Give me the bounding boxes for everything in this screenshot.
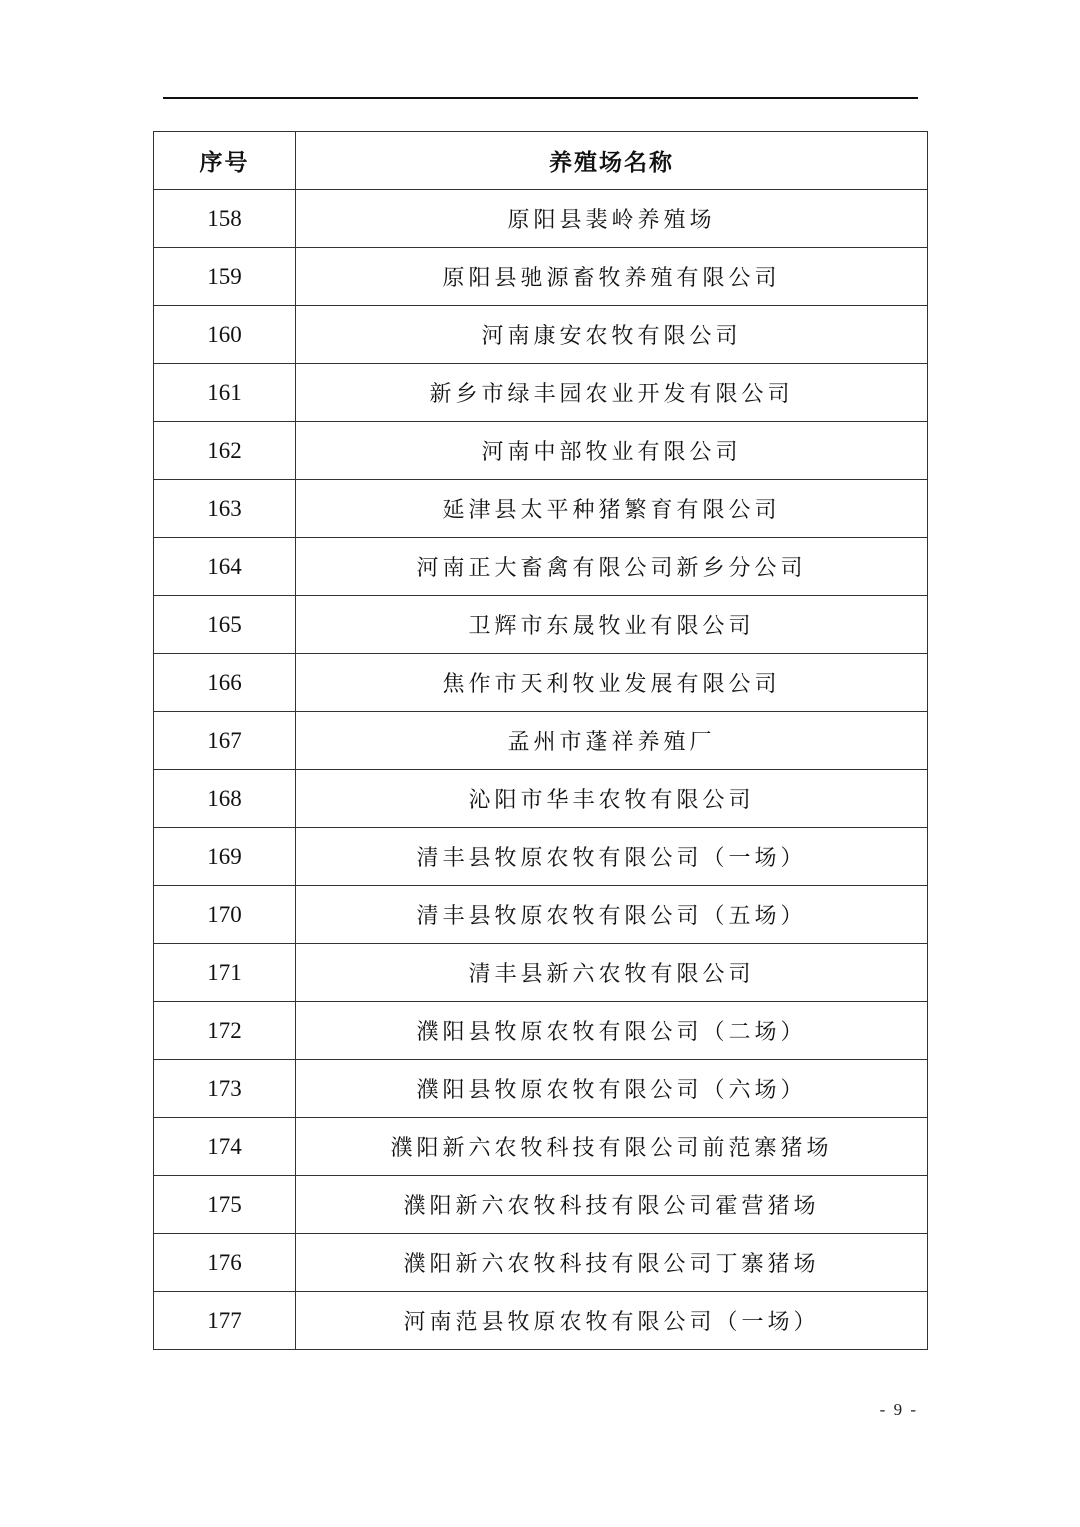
table-row (154, 248, 928, 306)
farm-table (153, 131, 928, 1350)
row-number-cell: 170 (154, 886, 296, 944)
farm-name-cell: 河南正大畜禽有限公司新乡分公司 (296, 538, 928, 596)
table-row (154, 1118, 928, 1176)
farm-name-cell: 濮阳新六农牧科技有限公司丁寨猪场 (296, 1234, 928, 1292)
table-row (154, 828, 928, 886)
row-number-cell: 169 (154, 828, 296, 886)
row-number-cell: 177 (154, 1292, 296, 1350)
table-row (154, 306, 928, 364)
farm-name-cell: 新乡市绿丰园农业开发有限公司 (296, 364, 928, 422)
column-header-name: 养殖场名称 (296, 132, 928, 190)
table-row (154, 1292, 928, 1350)
farm-name-cell: 延津县太平种猪繁育有限公司 (296, 480, 928, 538)
row-number-cell: 160 (154, 306, 296, 364)
row-number-cell: 159 (154, 248, 296, 306)
row-number-cell: 174 (154, 1118, 296, 1176)
table-row (154, 190, 928, 248)
table-row (154, 1176, 928, 1234)
row-number-cell: 167 (154, 712, 296, 770)
farm-name-cell: 卫辉市东晟牧业有限公司 (296, 596, 928, 654)
table-row (154, 1002, 928, 1060)
farm-name-cell: 原阳县裴岭养殖场 (296, 190, 928, 248)
table-row (154, 1234, 928, 1292)
farm-name-cell: 沁阳市华丰农牧有限公司 (296, 770, 928, 828)
farm-name-cell: 清丰县新六农牧有限公司 (296, 944, 928, 1002)
farm-name-cell: 孟州市蓬祥养殖厂 (296, 712, 928, 770)
row-number-cell: 176 (154, 1234, 296, 1292)
table-row (154, 480, 928, 538)
farm-name-cell: 濮阳县牧原农牧有限公司（二场） (296, 1002, 928, 1060)
header-rule (163, 97, 918, 99)
table-row (154, 1060, 928, 1118)
table-row (154, 712, 928, 770)
table-row (154, 944, 928, 1002)
row-number-cell: 163 (154, 480, 296, 538)
row-number-cell: 161 (154, 364, 296, 422)
table-row (154, 422, 928, 480)
table-header-row (154, 132, 928, 190)
farm-name-cell: 清丰县牧原农牧有限公司（五场） (296, 886, 928, 944)
table-row (154, 364, 928, 422)
farm-name-cell: 濮阳新六农牧科技有限公司霍营猪场 (296, 1176, 928, 1234)
row-number-cell: 164 (154, 538, 296, 596)
row-number-cell: 165 (154, 596, 296, 654)
row-number-cell: 171 (154, 944, 296, 1002)
row-number-cell: 168 (154, 770, 296, 828)
farm-name-cell: 清丰县牧原农牧有限公司（一场） (296, 828, 928, 886)
column-header-number: 序号 (154, 132, 296, 190)
table-row (154, 596, 928, 654)
table-row (154, 538, 928, 596)
row-number-cell: 175 (154, 1176, 296, 1234)
table-body (154, 190, 928, 1350)
farm-name-cell: 濮阳县牧原农牧有限公司（六场） (296, 1060, 928, 1118)
row-number-cell: 172 (154, 1002, 296, 1060)
table-row (154, 886, 928, 944)
farm-name-cell: 河南中部牧业有限公司 (296, 422, 928, 480)
table-row (154, 770, 928, 828)
table-row (154, 654, 928, 712)
farm-name-cell: 焦作市天利牧业发展有限公司 (296, 654, 928, 712)
farm-name-cell: 原阳县驰源畜牧养殖有限公司 (296, 248, 928, 306)
farm-name-cell: 濮阳新六农牧科技有限公司前范寨猪场 (296, 1118, 928, 1176)
farm-name-cell: 河南康安农牧有限公司 (296, 306, 928, 364)
page-number: - 9 - (879, 1400, 918, 1419)
row-number-cell: 162 (154, 422, 296, 480)
row-number-cell: 166 (154, 654, 296, 712)
row-number-cell: 173 (154, 1060, 296, 1118)
row-number-cell: 158 (154, 190, 296, 248)
farm-name-cell: 河南范县牧原农牧有限公司（一场） (296, 1292, 928, 1350)
